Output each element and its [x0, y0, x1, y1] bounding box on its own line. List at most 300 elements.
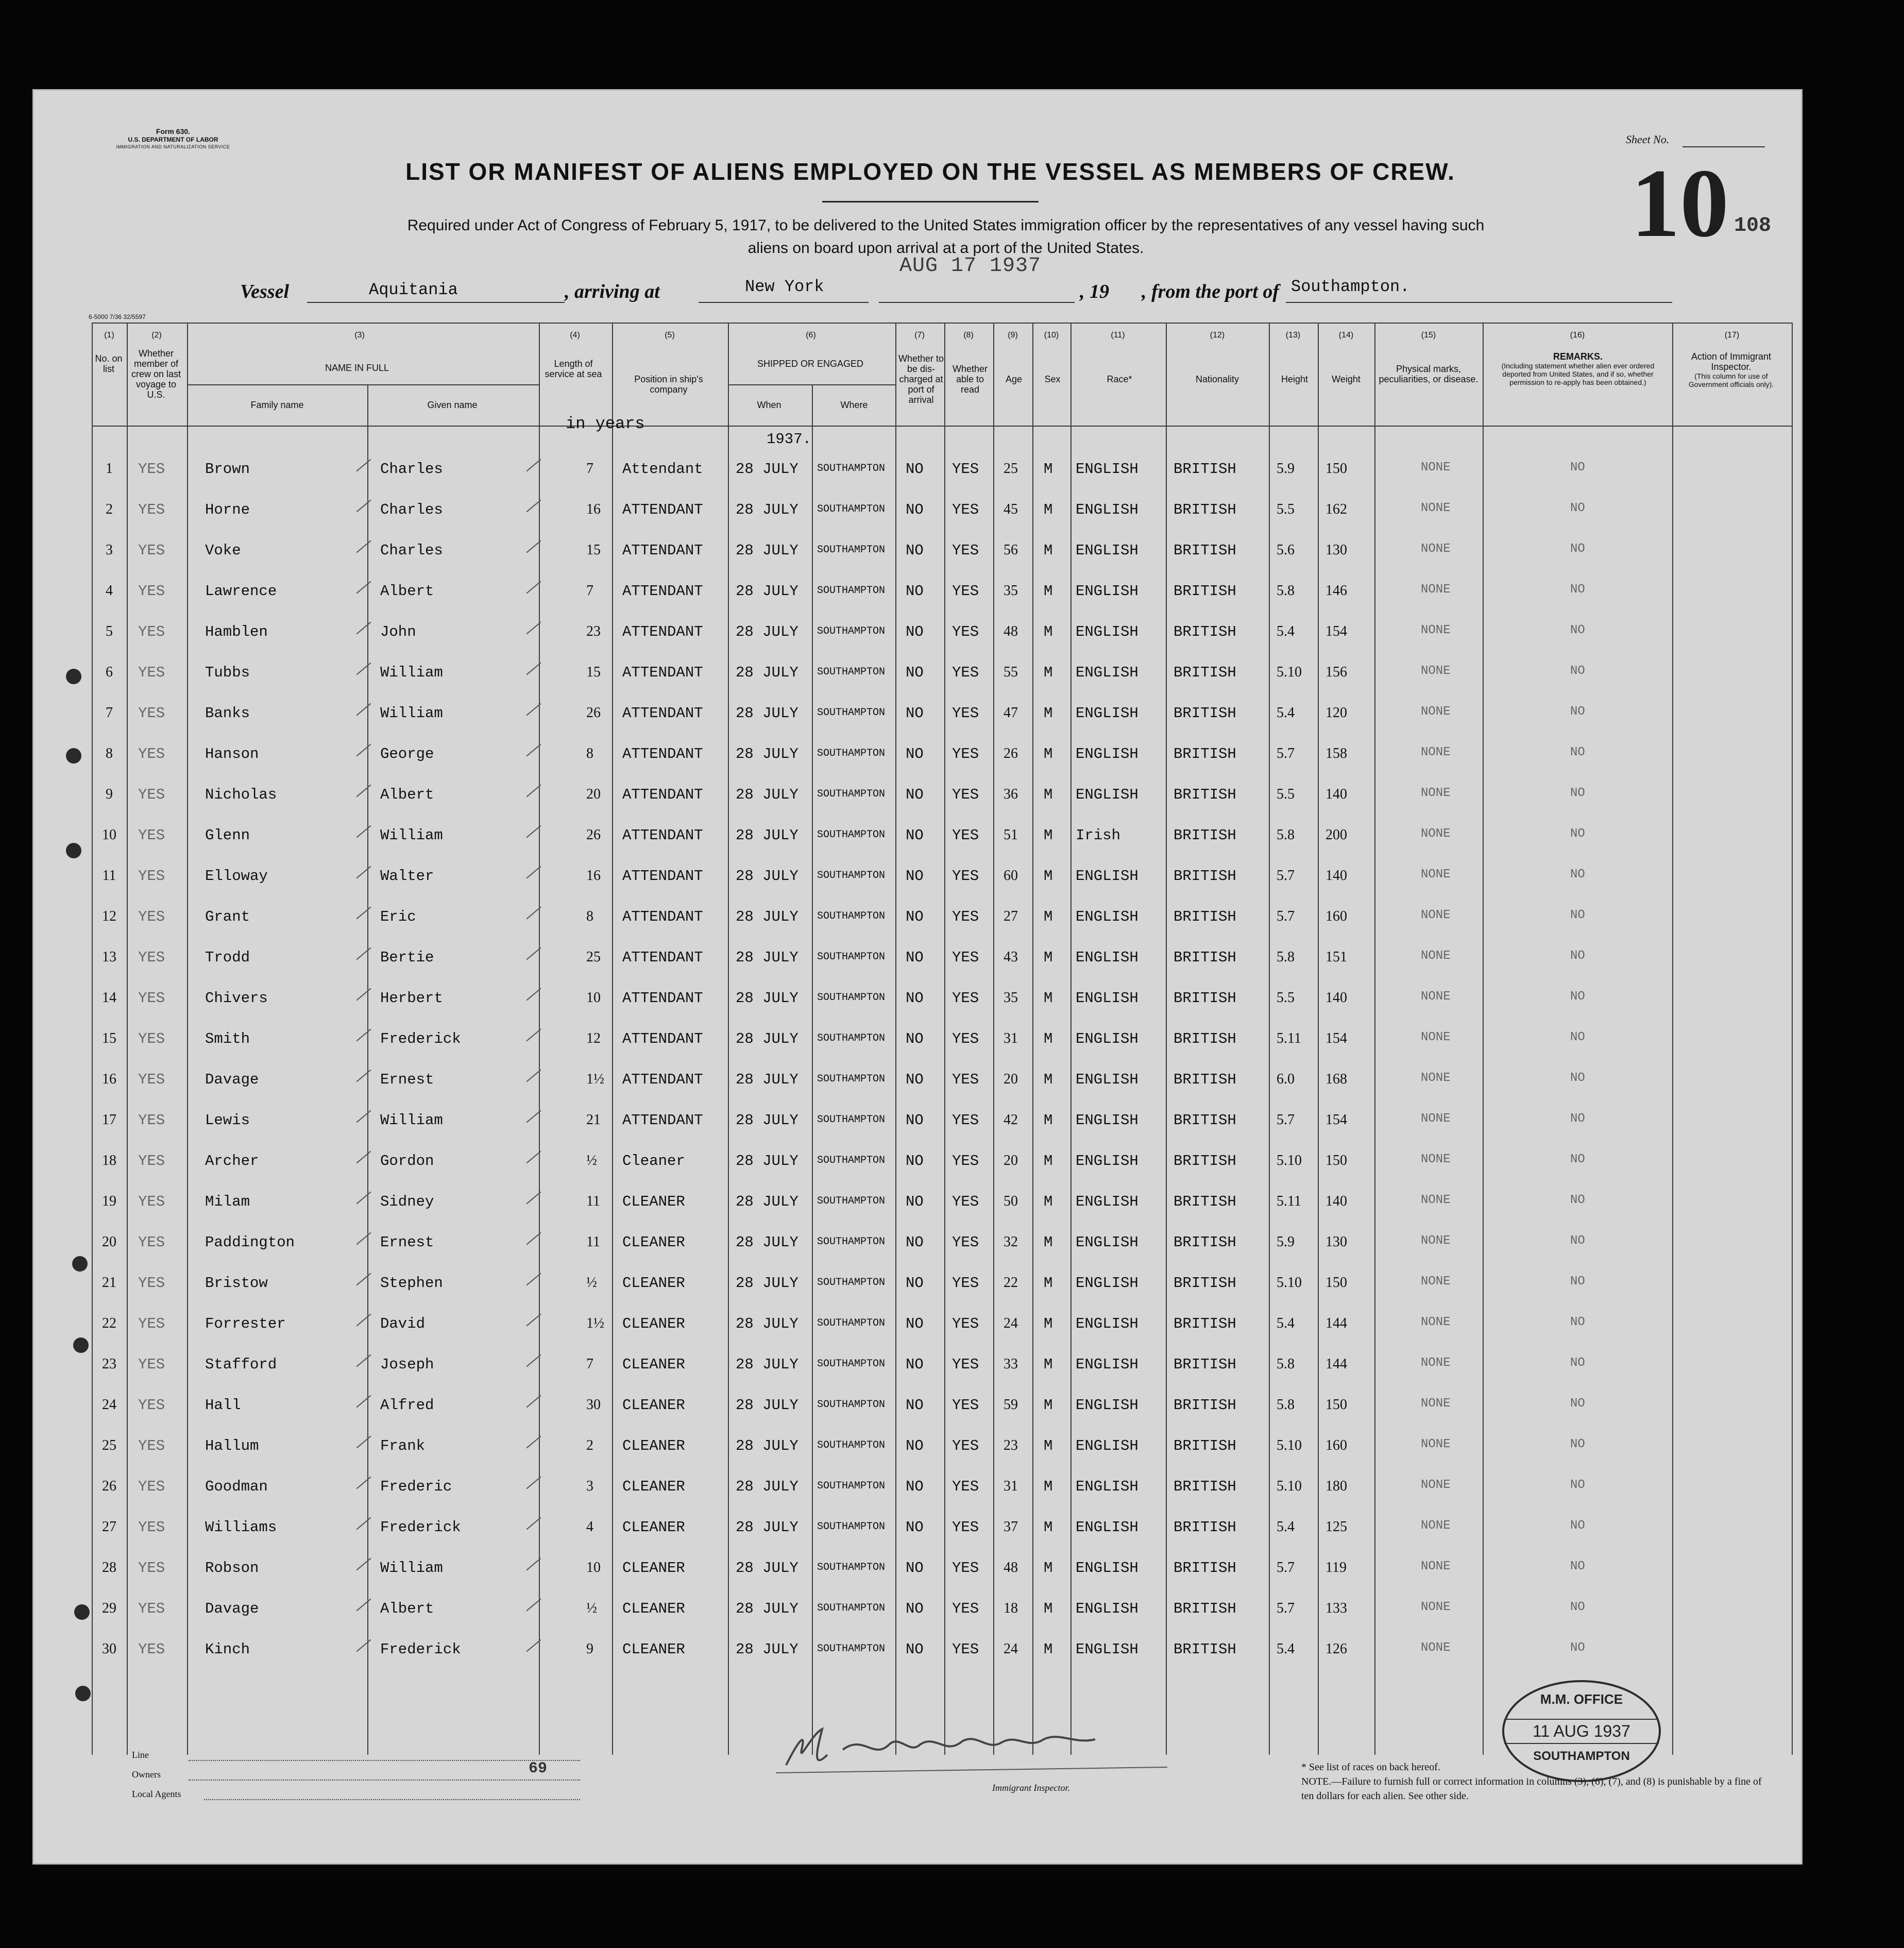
- column-number: (15): [1421, 331, 1436, 340]
- cell-no: 12: [102, 908, 116, 924]
- cell-read: YES: [952, 908, 979, 925]
- col-6-header: SHIPPED OR ENGAGED: [757, 359, 864, 369]
- col-3b-header: Given name: [427, 400, 478, 410]
- cell-sex: M: [1044, 1356, 1053, 1373]
- cell-age: 25: [1004, 461, 1018, 477]
- cell-remarks: NO: [1570, 1600, 1585, 1614]
- cell-position: ATTENDANT: [622, 1030, 703, 1047]
- cell-no: 18: [102, 1153, 116, 1168]
- cell-discharged: NO: [906, 705, 924, 722]
- cell-given: Frederick: [380, 1641, 461, 1658]
- cell-weight: 140: [1325, 786, 1347, 802]
- cell-read: YES: [952, 1478, 979, 1495]
- column-number: (11): [1111, 331, 1125, 340]
- cell-where: SOUTHAMPTON: [817, 870, 886, 882]
- tick-family: [356, 988, 371, 1001]
- cell-where: SOUTHAMPTON: [817, 910, 886, 922]
- cell-remarks: NO: [1570, 1478, 1585, 1492]
- col-5-header: Position in ship's company: [634, 374, 703, 395]
- cell-given: William: [380, 1560, 443, 1577]
- cell-marks: NONE: [1421, 664, 1451, 678]
- col-9-header: Age: [1005, 374, 1023, 384]
- subtitle-line-1: Required under Act of Congress of February 5, 1917, to be delivered to the United States immigration officer by the representatives of any vessel having such: [407, 217, 1485, 234]
- column-rule: [1070, 323, 1072, 1755]
- cell-prev: YES: [138, 868, 165, 885]
- column-number: (14): [1338, 331, 1354, 340]
- tick-family: [356, 663, 371, 675]
- cell-prev: YES: [138, 1437, 165, 1454]
- cell-when: 28 JULY: [736, 1112, 798, 1129]
- column-rule: [812, 384, 813, 1755]
- tick-family: [356, 1110, 371, 1123]
- cell-service: 1½: [586, 1071, 604, 1087]
- cell-given: Frank: [380, 1437, 426, 1454]
- cell-discharged: NO: [906, 1030, 924, 1047]
- cell-where: SOUTHAMPTON: [817, 788, 886, 800]
- arriving-label: , arriving at: [565, 281, 660, 302]
- cell-sex: M: [1044, 1234, 1053, 1251]
- date-line: [879, 302, 1075, 303]
- cell-position: ATTENDANT: [622, 786, 703, 803]
- cell-no: 25: [102, 1437, 116, 1453]
- cell-weight: 150: [1325, 1397, 1347, 1413]
- cell-discharged: NO: [906, 1071, 924, 1088]
- cell-prev: YES: [138, 1275, 165, 1292]
- arriving-port: New York: [745, 277, 824, 296]
- cell-remarks: NO: [1570, 501, 1585, 515]
- cell-nationality: BRITISH: [1174, 1071, 1236, 1088]
- cell-family: Grant: [205, 908, 250, 925]
- cell-when: 28 JULY: [736, 908, 798, 925]
- cell-nationality: BRITISH: [1174, 990, 1236, 1007]
- cell-where: SOUTHAMPTON: [817, 1602, 886, 1614]
- cell-weight: 146: [1325, 583, 1347, 599]
- cell-discharged: NO: [906, 1519, 924, 1536]
- owners-value: 69: [529, 1760, 548, 1777]
- cell-position: ATTENDANT: [622, 542, 703, 559]
- cell-race: ENGLISH: [1076, 1234, 1138, 1251]
- cell-no: 17: [102, 1112, 116, 1128]
- cell-given: George: [380, 746, 434, 763]
- cell-remarks: NO: [1570, 1153, 1585, 1166]
- cell-where: SOUTHAMPTON: [817, 544, 886, 556]
- cell-sex: M: [1044, 1519, 1053, 1536]
- cell-family: Brown: [205, 461, 250, 478]
- cell-marks: NONE: [1421, 705, 1451, 719]
- cell-race: ENGLISH: [1076, 1153, 1138, 1170]
- cell-marks: NONE: [1421, 1600, 1451, 1614]
- cell-nationality: BRITISH: [1174, 461, 1236, 478]
- cell-nationality: BRITISH: [1174, 1315, 1236, 1332]
- cell-when: 28 JULY: [736, 1193, 798, 1210]
- cell-where: SOUTHAMPTON: [817, 1073, 886, 1085]
- cell-marks: NONE: [1421, 461, 1451, 475]
- tick-family: [356, 540, 371, 553]
- cell-read: YES: [952, 827, 979, 844]
- cell-sex: M: [1044, 908, 1053, 925]
- cell-discharged: NO: [906, 746, 924, 763]
- cell-race: ENGLISH: [1076, 990, 1138, 1007]
- col-1-header: No. on list: [95, 353, 123, 374]
- cell-given: Albert: [380, 786, 434, 803]
- cell-height: 5.7: [1277, 868, 1295, 884]
- tick-family: [356, 1151, 371, 1164]
- cell-family: Goodman: [205, 1478, 268, 1495]
- cell-weight: 144: [1325, 1356, 1347, 1372]
- cell-sex: M: [1044, 746, 1053, 763]
- cell-where: SOUTHAMPTON: [817, 1032, 886, 1044]
- cell-remarks: NO: [1570, 868, 1585, 882]
- cell-prev: YES: [138, 542, 165, 559]
- cell-marks: NONE: [1421, 746, 1451, 759]
- cell-family: Hamblen: [205, 623, 268, 640]
- cell-height: 5.8: [1277, 583, 1295, 599]
- cell-position: CLEANER: [622, 1356, 685, 1373]
- cell-age: 60: [1004, 868, 1018, 884]
- cell-position: CLEANER: [622, 1478, 685, 1495]
- cell-discharged: NO: [906, 1315, 924, 1332]
- cell-prev: YES: [138, 1234, 165, 1251]
- tick-family: [356, 947, 371, 960]
- cell-nationality: BRITISH: [1174, 1356, 1236, 1373]
- cell-age: 31: [1004, 1478, 1018, 1494]
- cell-age: 22: [1004, 1275, 1018, 1291]
- cell-height: 5.8: [1277, 827, 1295, 843]
- cell-given: Charles: [380, 542, 443, 559]
- cell-service: 10: [586, 1560, 601, 1576]
- tick-family: [356, 1192, 371, 1205]
- cell-read: YES: [952, 1600, 979, 1617]
- col-13-header: Height: [1281, 374, 1308, 384]
- cell-weight: 168: [1325, 1071, 1347, 1087]
- cell-family: Williams: [205, 1519, 277, 1536]
- cell-remarks: NO: [1570, 1275, 1585, 1289]
- cell-age: 24: [1004, 1315, 1018, 1331]
- cell-when: 28 JULY: [736, 786, 798, 803]
- cell-read: YES: [952, 461, 979, 478]
- cell-where: SOUTHAMPTON: [817, 992, 886, 1004]
- cell-given: Herbert: [380, 990, 443, 1007]
- column-number: (9): [1008, 331, 1018, 340]
- cell-age: 27: [1004, 908, 1018, 924]
- cell-no: 22: [102, 1315, 116, 1331]
- cell-no: 16: [102, 1071, 116, 1087]
- column-number: (13): [1285, 331, 1301, 340]
- cell-age: 35: [1004, 583, 1018, 599]
- cell-read: YES: [952, 1437, 979, 1454]
- cell-when: 28 JULY: [736, 705, 798, 722]
- cell-position: ATTENDANT: [622, 949, 703, 966]
- cell-service: 8: [586, 746, 593, 761]
- cell-race: ENGLISH: [1076, 461, 1138, 478]
- cell-remarks: NO: [1570, 990, 1585, 1004]
- cell-no: 3: [106, 542, 113, 558]
- column-number: (17): [1724, 331, 1740, 340]
- cell-given: Frederic: [380, 1478, 452, 1495]
- cell-no: 1: [106, 461, 113, 477]
- cell-position: CLEANER: [622, 1437, 685, 1454]
- cell-when: 28 JULY: [736, 1397, 798, 1414]
- column-rule: [1032, 323, 1033, 1755]
- cell-service: ½: [586, 1600, 597, 1616]
- cell-position: ATTENDANT: [622, 705, 703, 722]
- local-agents-label: Local Agents: [132, 1789, 181, 1799]
- cell-no: 9: [106, 786, 113, 802]
- binder-hole: [73, 1337, 89, 1353]
- cell-no: 28: [102, 1560, 116, 1576]
- cell-family: Davage: [205, 1600, 259, 1617]
- tick-family: [356, 744, 371, 757]
- cell-prev: YES: [138, 583, 165, 600]
- cell-service: 21: [586, 1112, 601, 1128]
- cell-sex: M: [1044, 1112, 1053, 1129]
- cell-where: SOUTHAMPTON: [817, 748, 886, 759]
- cell-remarks: NO: [1570, 949, 1585, 963]
- cell-discharged: NO: [906, 827, 924, 844]
- cell-remarks: NO: [1570, 827, 1585, 841]
- cell-given: Gordon: [380, 1153, 434, 1170]
- cell-remarks: NO: [1570, 664, 1585, 678]
- tick-family: [356, 1599, 371, 1612]
- tick-family: [356, 825, 371, 838]
- file-code: 6-5000 7/36 32/5597: [89, 313, 146, 320]
- cell-marks: NONE: [1421, 1437, 1451, 1451]
- cell-age: 37: [1004, 1519, 1018, 1535]
- cell-weight: 150: [1325, 461, 1347, 477]
- cell-height: 5.8: [1277, 949, 1295, 965]
- cell-age: 47: [1004, 705, 1018, 721]
- cell-discharged: NO: [906, 786, 924, 803]
- cell-when: 28 JULY: [736, 1275, 798, 1292]
- cell-where: SOUTHAMPTON: [817, 1317, 886, 1329]
- penalty-note: NOTE.—Failure to furnish full or correct information in columns (3), (6), (7), and (8) is punishable by a fine of ten dollars for each alien. See other side.: [1301, 1776, 1762, 1802]
- column-rule: [1672, 323, 1673, 1755]
- cell-sex: M: [1044, 1560, 1053, 1577]
- cell-family: Glenn: [205, 827, 250, 844]
- cell-race: ENGLISH: [1076, 1112, 1138, 1129]
- cell-discharged: NO: [906, 868, 924, 885]
- cell-prev: YES: [138, 1641, 165, 1658]
- cell-race: ENGLISH: [1076, 949, 1138, 966]
- cell-weight: 150: [1325, 1275, 1347, 1291]
- cell-discharged: NO: [906, 542, 924, 559]
- cell-race: ENGLISH: [1076, 664, 1138, 681]
- cell-where: SOUTHAMPTON: [817, 1236, 886, 1248]
- cell-when: 28 JULY: [736, 1071, 798, 1088]
- cell-read: YES: [952, 1030, 979, 1047]
- column-rule: [1483, 323, 1484, 1755]
- cell-sex: M: [1044, 1275, 1053, 1292]
- cell-when: 28 JULY: [736, 1153, 798, 1170]
- binder-hole: [74, 1604, 90, 1620]
- cell-read: YES: [952, 542, 979, 559]
- column-rule: [1166, 323, 1167, 1755]
- cell-marks: NONE: [1421, 1519, 1451, 1533]
- cell-read: YES: [952, 1153, 979, 1170]
- cell-service: 23: [586, 623, 601, 639]
- cell-service: ½: [586, 1153, 597, 1168]
- cell-given: Walter: [380, 868, 434, 885]
- cell-prev: YES: [138, 1112, 165, 1129]
- cell-read: YES: [952, 868, 979, 885]
- cell-given: Charles: [380, 501, 443, 518]
- column-number: (6): [806, 331, 816, 340]
- cell-read: YES: [952, 1234, 979, 1251]
- cell-no: 4: [106, 583, 113, 599]
- cell-when: 28 JULY: [736, 1519, 798, 1536]
- cell-weight: 180: [1325, 1478, 1347, 1494]
- cell-height: 5.10: [1277, 1478, 1302, 1494]
- cell-no: 14: [102, 990, 116, 1006]
- cell-prev: YES: [138, 827, 165, 844]
- tick-family: [356, 1477, 371, 1489]
- cell-race: ENGLISH: [1076, 501, 1138, 518]
- cell-marks: NONE: [1421, 1275, 1451, 1289]
- owners-label: Owners: [132, 1769, 161, 1780]
- cell-prev: YES: [138, 623, 165, 640]
- cell-service: 10: [586, 990, 601, 1006]
- cell-race: ENGLISH: [1076, 908, 1138, 925]
- cell-marks: NONE: [1421, 949, 1451, 963]
- cell-given: Alfred: [380, 1397, 434, 1414]
- cell-remarks: NO: [1570, 583, 1585, 597]
- title-rule: [822, 201, 1039, 202]
- col-3-header: NAME IN FULL: [325, 363, 389, 373]
- sheet-number: 10: [1631, 149, 1729, 258]
- tick-family: [356, 622, 371, 635]
- owners-underline: [189, 1780, 580, 1781]
- cell-height: 5.10: [1277, 1437, 1302, 1453]
- column-number: (12): [1210, 331, 1225, 340]
- cell-read: YES: [952, 1519, 979, 1536]
- cell-no: 23: [102, 1356, 116, 1372]
- cell-service: 15: [586, 542, 601, 558]
- cell-age: 50: [1004, 1193, 1018, 1209]
- cell-race: ENGLISH: [1076, 1519, 1138, 1536]
- cell-position: ATTENDANT: [622, 746, 703, 763]
- cell-age: 35: [1004, 990, 1018, 1006]
- cell-read: YES: [952, 1397, 979, 1414]
- cell-no: 8: [106, 746, 113, 761]
- cell-no: 7: [106, 705, 113, 721]
- cell-position: ATTENDANT: [622, 1071, 703, 1088]
- col-12-header: Nationality: [1195, 374, 1239, 384]
- cell-no: 20: [102, 1234, 116, 1250]
- cell-prev: YES: [138, 1560, 165, 1577]
- col-6a-header: When: [757, 400, 781, 410]
- cell-where: SOUTHAMPTON: [817, 951, 886, 963]
- stamp-date: 11 AUG 1937: [1504, 1719, 1659, 1744]
- cell-nationality: BRITISH: [1174, 949, 1236, 966]
- cell-service: 26: [586, 705, 601, 721]
- column-number: (4): [570, 331, 580, 340]
- cell-sex: M: [1044, 501, 1053, 518]
- cell-age: 56: [1004, 542, 1018, 558]
- column-number: (10): [1044, 331, 1059, 340]
- cell-height: 5.5: [1277, 990, 1295, 1006]
- cell-marks: NONE: [1421, 1356, 1451, 1370]
- cell-weight: 154: [1325, 1112, 1347, 1128]
- cell-weight: 119: [1325, 1560, 1347, 1576]
- cell-read: YES: [952, 990, 979, 1007]
- cell-weight: 125: [1325, 1519, 1347, 1535]
- cell-family: Nicholas: [205, 786, 277, 803]
- cell-race: ENGLISH: [1076, 542, 1138, 559]
- cell-marks: NONE: [1421, 1641, 1451, 1655]
- tick-family: [356, 703, 371, 716]
- cell-discharged: NO: [906, 990, 924, 1007]
- cell-nationality: BRITISH: [1174, 1112, 1236, 1129]
- cell-position: ATTENDANT: [622, 583, 703, 600]
- cell-height: 5.4: [1277, 1519, 1295, 1535]
- cell-given: Bertie: [380, 949, 434, 966]
- cell-where: SOUTHAMPTON: [817, 666, 886, 678]
- cell-sex: M: [1044, 1153, 1053, 1170]
- cell-discharged: NO: [906, 1478, 924, 1495]
- cell-read: YES: [952, 786, 979, 803]
- cell-when: 28 JULY: [736, 542, 798, 559]
- cell-nationality: BRITISH: [1174, 827, 1236, 844]
- cell-age: 32: [1004, 1234, 1018, 1250]
- cell-prev: YES: [138, 1397, 165, 1414]
- column-number: (2): [151, 331, 162, 340]
- cell-remarks: NO: [1570, 1071, 1585, 1085]
- cell-family: Milam: [205, 1193, 250, 1210]
- cell-service: ½: [586, 1275, 597, 1291]
- cell-nationality: BRITISH: [1174, 746, 1236, 763]
- cell-discharged: NO: [906, 1234, 924, 1251]
- cell-weight: 140: [1325, 868, 1347, 884]
- tick-family: [356, 1639, 371, 1652]
- cell-weight: 200: [1325, 827, 1347, 843]
- tick-family: [356, 1558, 371, 1571]
- cell-position: CLEANER: [622, 1315, 685, 1332]
- cell-sex: M: [1044, 623, 1053, 640]
- stamp-top: M.M. OFFICE: [1540, 1691, 1623, 1707]
- cell-service: 26: [586, 827, 601, 843]
- cell-no: 27: [102, 1519, 116, 1535]
- cell-given: Frederick: [380, 1030, 461, 1047]
- vessel-line: [307, 302, 565, 303]
- cell-read: YES: [952, 1356, 979, 1373]
- cell-position: CLEANER: [622, 1275, 685, 1292]
- cell-read: YES: [952, 664, 979, 681]
- cell-when: 28 JULY: [736, 583, 798, 600]
- col-14-header: Weight: [1332, 374, 1361, 384]
- column-rule: [728, 323, 729, 1755]
- inspector-label: Immigrant Inspector.: [992, 1783, 1070, 1793]
- cell-read: YES: [952, 1193, 979, 1210]
- cell-nationality: BRITISH: [1174, 1275, 1236, 1292]
- cell-race: ENGLISH: [1076, 1193, 1138, 1210]
- col-17-header: [1676, 351, 1787, 388]
- cell-weight: 160: [1325, 908, 1347, 924]
- cell-when: 28 JULY: [736, 1315, 798, 1332]
- cell-height: 5.10: [1277, 1275, 1302, 1291]
- cell-race: ENGLISH: [1076, 1275, 1138, 1292]
- cell-family: Banks: [205, 705, 250, 722]
- cell-sex: M: [1044, 1600, 1053, 1617]
- cell-height: 5.7: [1277, 746, 1295, 761]
- column-number: (16): [1570, 331, 1585, 340]
- cell-service: 7: [586, 583, 593, 599]
- cell-read: YES: [952, 1560, 979, 1577]
- cell-race: ENGLISH: [1076, 1560, 1138, 1577]
- cell-nationality: BRITISH: [1174, 1641, 1236, 1658]
- cell-service: 16: [586, 501, 601, 517]
- page-number: 108: [1734, 214, 1772, 238]
- column-rule: [127, 323, 128, 1755]
